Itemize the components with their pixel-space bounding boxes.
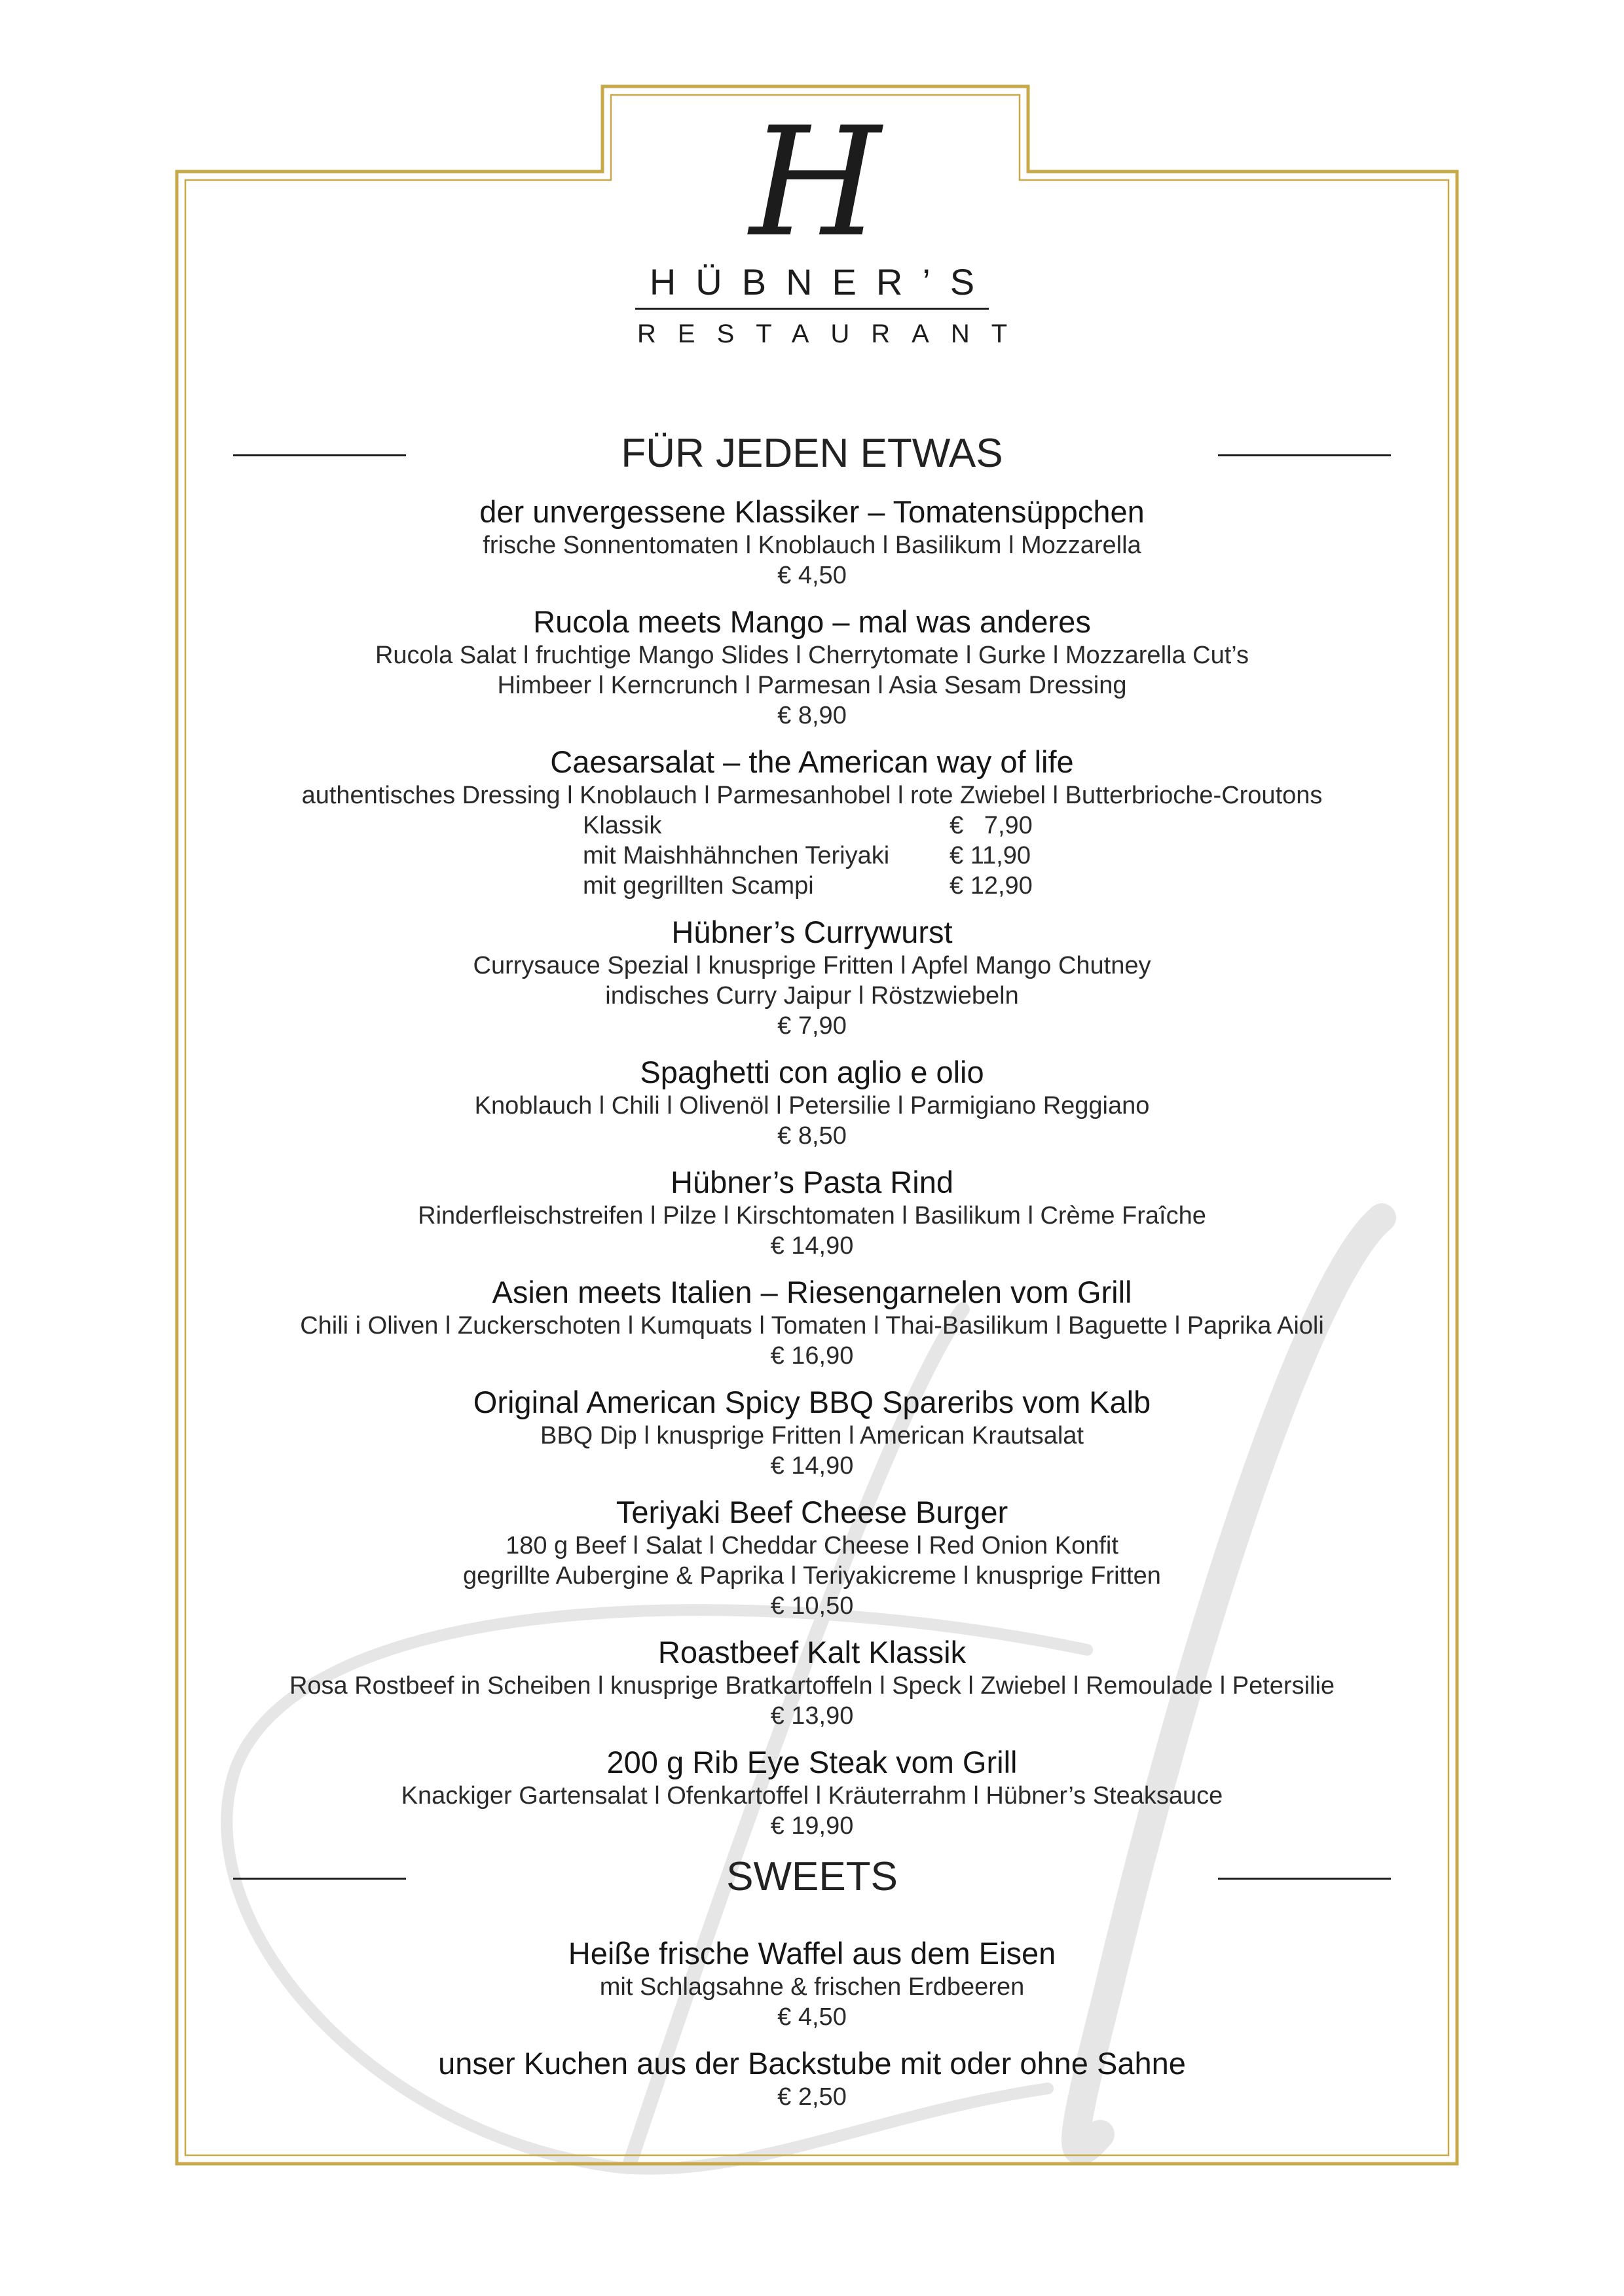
- menu-item: [216, 1744, 1408, 1841]
- menu-item: [216, 1054, 1408, 1151]
- dish-price: € 8,50: [777, 1122, 847, 1150]
- dish-price: € 13,90: [770, 1702, 854, 1730]
- restaurant-logo: [616, 96, 1029, 352]
- divider-left: [233, 1878, 406, 1880]
- dish-name: Heiße frische Waffel aus dem Eisen: [568, 1936, 1056, 1971]
- menu-item: [216, 1634, 1408, 1731]
- dish-price: € 8,90: [777, 702, 847, 729]
- section-title: FÜR JEDEN ETWAS: [621, 431, 1003, 476]
- dish-description: frische Sonnentomaten l Knoblauch l Basilikum l Mozzarella: [483, 532, 1141, 559]
- menu-item: [216, 1494, 1408, 1621]
- menu-item: [216, 1935, 1408, 2032]
- section-header: [216, 424, 1408, 483]
- dish-description: authentisches Dressing l Knoblauch l Parmesanhobel l rote Zwiebel l Butterbrioche-Croutons: [301, 782, 1323, 809]
- variant-row: [583, 811, 1041, 841]
- dish-name: Hübner’s Currywurst: [671, 915, 953, 949]
- dish-name: unser Kuchen aus der Backstube mit oder ohne Sahne: [438, 2046, 1186, 2081]
- logo-divider: [635, 308, 989, 310]
- dish-price: € 4,50: [777, 2003, 847, 2031]
- dish-price: € 4,50: [777, 562, 847, 589]
- section-sweets: [216, 1848, 1408, 2125]
- dish-name: Spaghetti con aglio e olio: [640, 1055, 984, 1089]
- variant-row: [583, 871, 1041, 901]
- dish-description: Knackiger Gartensalat l Ofenkartoffel l Kräuterrahm l Hübner’s Steaksauce: [401, 1782, 1223, 1810]
- dish-description: Chili i Oliven l Zuckerschoten l Kumquats l Tomaten l Thai-Basilikum l Baguette l Paprika Aioli: [300, 1312, 1324, 1339]
- dish-price: € 10,50: [770, 1592, 854, 1620]
- menu-item: [216, 1384, 1408, 1481]
- dish-name: Teriyaki Beef Cheese Burger: [616, 1495, 1008, 1529]
- dish-description: gegrillte Aubergine & Paprika l Teriyakicreme l knusprige Fritten: [463, 1562, 1161, 1590]
- dish-price: € 16,90: [770, 1342, 854, 1370]
- dish-price: € 2,50: [777, 2083, 847, 2111]
- dish-description: indisches Curry Jaipur l Röstzwiebeln: [605, 982, 1019, 1010]
- dish-price: € 19,90: [770, 1812, 854, 1840]
- dish-price: € 7,90: [777, 1012, 847, 1040]
- dish-variants: [583, 811, 1041, 901]
- dish-name: Asien meets Italien – Riesengarnelen vom Grill: [492, 1275, 1132, 1309]
- dish-description: Knoblauch l Chili l Olivenöl l Petersilie l Parmigiano Reggiano: [474, 1092, 1150, 1120]
- restaurant-name: HÜBNER’S: [649, 261, 995, 302]
- dish-description: Rosa Rostbeef in Scheiben l knusprige Bratkartoffeln l Speck l Zwiebel l Remoulade l Petersilie: [289, 1672, 1335, 1700]
- divider-right: [1218, 454, 1391, 456]
- dish-name: Hübner’s Pasta Rind: [671, 1165, 953, 1199]
- variant-label: Klassik: [583, 812, 662, 839]
- menu-item: [216, 2045, 1408, 2112]
- divider-left: [233, 454, 406, 456]
- dish-description: 180 g Beef l Salat l Cheddar Cheese l Red Onion Konfit: [506, 1532, 1118, 1559]
- dish-description: BBQ Dip l knusprige Fritten l American Krautsalat: [540, 1422, 1084, 1449]
- dish-name: der unvergessene Klassiker – Tomatensüppchen: [479, 494, 1145, 529]
- divider-right: [1218, 1878, 1391, 1880]
- variant-label: mit gegrillten Scampi: [583, 872, 814, 900]
- menu-item: [216, 914, 1408, 1041]
- variant-price: € 11,90: [950, 842, 1031, 869]
- dish-description: mit Schlagsahne & frischen Erdbeeren: [599, 1973, 1025, 2001]
- menu-items: [216, 494, 1408, 1841]
- section-title: SWEETS: [726, 1854, 898, 1899]
- variant-label: mit Maishhähnchen Teriyaki: [583, 842, 890, 869]
- dish-name: 200 g Rib Eye Steak vom Grill: [606, 1745, 1018, 1779]
- variant-price: € 7,90: [950, 812, 1033, 839]
- menu-items: [216, 1935, 1408, 2112]
- variant-row: [583, 841, 1041, 871]
- section-header: [216, 1848, 1408, 1906]
- dish-name: Caesarsalat – the American way of life: [550, 744, 1074, 779]
- dish-description: Himbeer l Kerncrunch l Parmesan l Asia Sesam Dressing: [497, 672, 1127, 699]
- dish-description: Rinderfleischstreifen l Pilze l Kirschtomaten l Basilikum l Crème Fraîche: [418, 1202, 1206, 1230]
- dish-name: Rucola meets Mango – mal was anderes: [533, 604, 1091, 639]
- variant-price: € 12,90: [950, 872, 1033, 900]
- dish-price: € 14,90: [770, 1452, 854, 1480]
- dish-description: Rucola Salat l fruchtige Mango Slides l Cherrytomate l Gurke l Mozzarella Cut’s: [375, 642, 1249, 669]
- section-main: [216, 424, 1408, 1854]
- menu-item: [216, 604, 1408, 731]
- dish-name: Roastbeef Kalt Klassik: [657, 1635, 967, 1669]
- logo-monogram: H: [749, 96, 875, 270]
- menu-item: [216, 1274, 1408, 1371]
- menu-item: [216, 744, 1408, 901]
- dish-description: Currysauce Spezial l knusprige Fritten l Apfel Mango Chutney: [473, 952, 1151, 979]
- menu-item: [216, 494, 1408, 591]
- dish-price: € 14,90: [770, 1232, 854, 1260]
- dish-name: Original American Spicy BBQ Spareribs vom Kalb: [473, 1385, 1151, 1419]
- menu-item: [216, 1164, 1408, 1261]
- restaurant-subtitle: RESTAURANT: [637, 319, 1029, 348]
